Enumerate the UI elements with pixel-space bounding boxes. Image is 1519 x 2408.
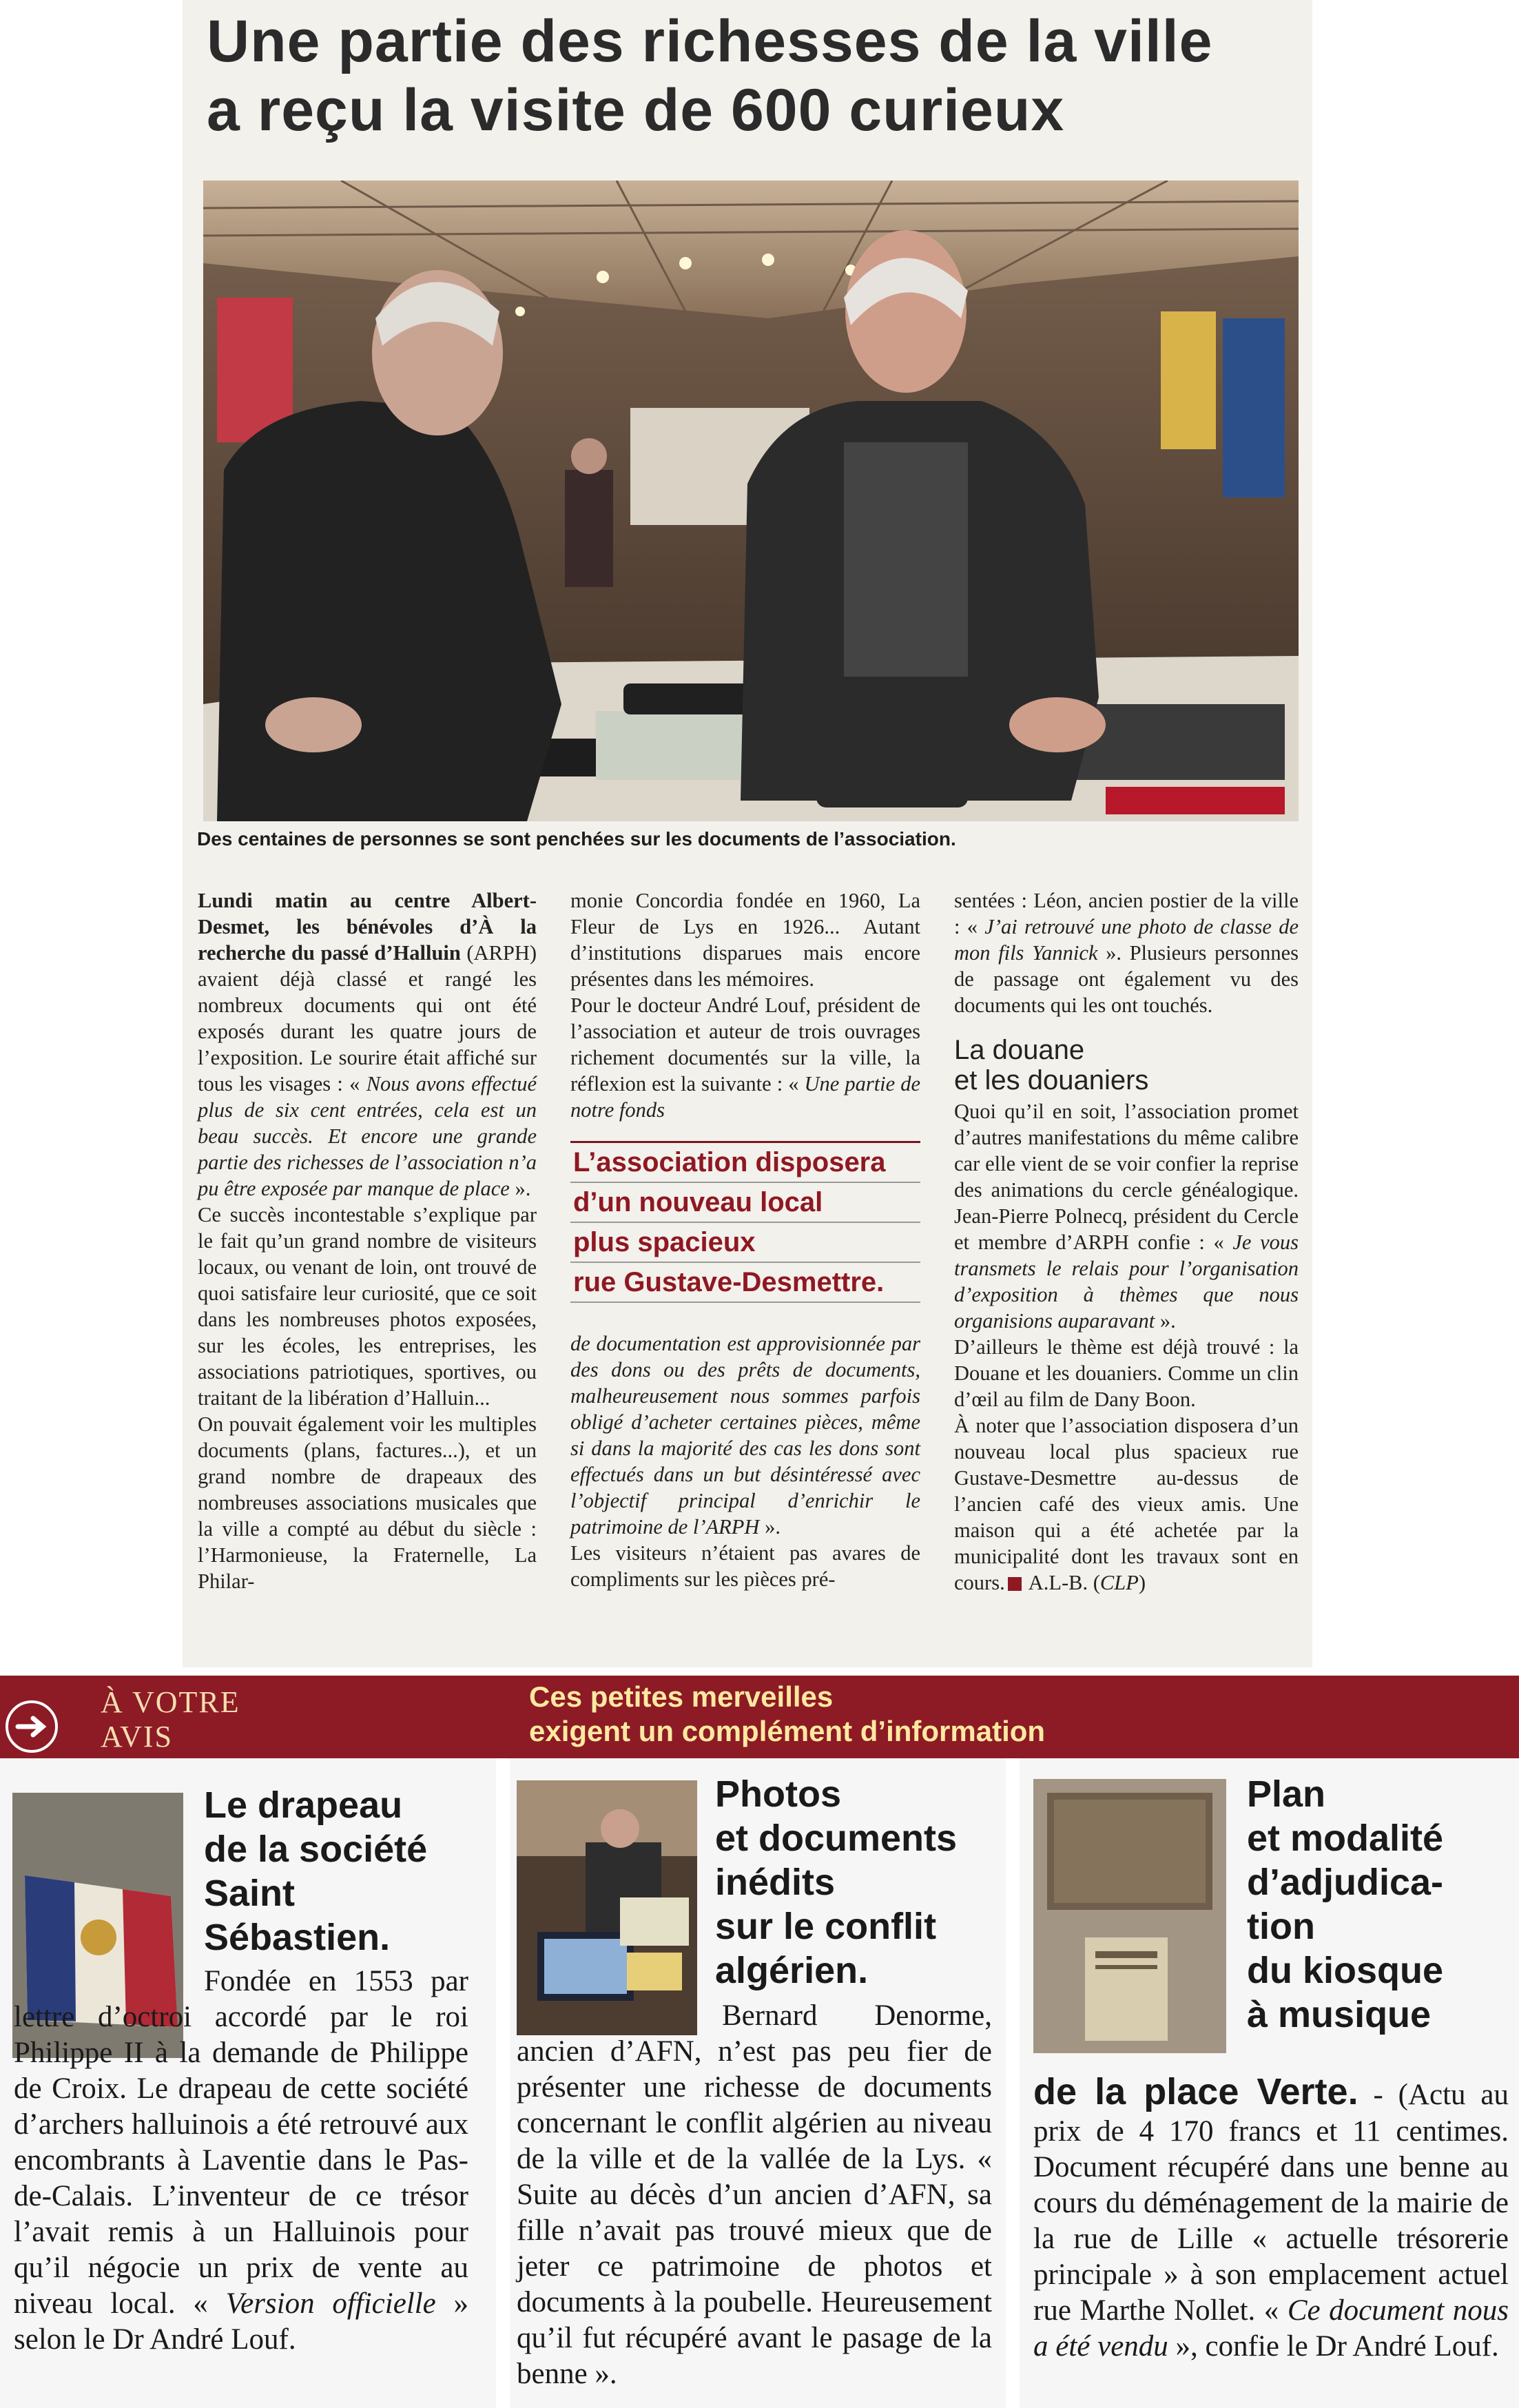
title-line: Saint (204, 1873, 296, 1914)
title-line: et documents (715, 1818, 958, 1859)
text-run: ». (759, 1515, 781, 1539)
text-run: ». (509, 1177, 531, 1200)
banner-subtitle (529, 1680, 1045, 1749)
paragraph: Les visiteurs n’étaient pas avares de compliments sur les pièces pré- (570, 1541, 920, 1591)
exhibition-photo-drawing (203, 181, 1299, 821)
title-line: de la place Verte. (1033, 2071, 1358, 2112)
text-run: sentées : Léon, ancien postier de la ville : « (954, 889, 1299, 938)
arrow-glyph (8, 1703, 55, 1750)
byline (1029, 1571, 1146, 1594)
quote: Nous avons effectué plus de six cent entrées, cela est un beau succès. Et encore une grande partie des richesses de l’association n’a pu être exposée par manque de place (198, 1072, 537, 1200)
box-text: Bernard Denorme, ancien d’AFN, n’est pas peu fier de présenter une richesse de documents concernant le conflit algérien au niveau de la ville et de la vallée de la Lys. « Suite au décès d’un ancien d’AFN, sa fille n’avait pas trouvé mieux que de jeter ce patrimoine de photos et documents à la poubelle. Heureusement qu’il fut récupéré avant le pasage de la benne ». (517, 1999, 992, 2390)
article-column-3 (954, 887, 1299, 1596)
text-run: Quoi qu’il en soit, l’association promet d’autres manifestations du même calibre car elle vient de se voir confier la reprise des animations du cercle généalogique. Jean-Pierre Polnecq, président du Cercle et membre d’ARPH confie : « (954, 1100, 1299, 1254)
info-box-photos (510, 1758, 1006, 2408)
text-run: À noter que l’association disposera d’un nouveau local plus spacieux rue Gustave-Desmettre au-dessus de l’ancien café des vieux amis. Une maison qui a été achetée par la municipalité dont les travaux sont en cours. (954, 1414, 1299, 1594)
paragraph (954, 887, 1299, 1018)
paragraph: D’ailleurs le thème est déjà trouvé : la Douane et les douaniers. Comme un clin d’œil au film de Dany Boon. (954, 1335, 1299, 1411)
end-mark-icon (1008, 1577, 1022, 1591)
headline-line-1: Une partie des richesses de la ville (207, 8, 1213, 74)
paragraph (570, 1330, 920, 1540)
documents-drawing (517, 1780, 697, 2035)
text-run: Pour le docteur André Louf, président de l’association et auteur de trois ouvrages richement documentés sur la ville, la réflexion est la suivante : « (570, 994, 920, 1095)
article-headline (207, 7, 1295, 145)
box-title (204, 1783, 479, 1959)
photo-caption: Des centaines de personnes se sont penchées sur les documents de l’association. (197, 828, 956, 850)
plan-document-photo (1033, 1779, 1226, 2053)
subtitle-line: exigent un complément d’information (529, 1715, 1046, 1747)
article-column-2 (570, 887, 920, 1592)
avis-line: À VOTRE (101, 1685, 240, 1719)
pull-quote-line: rue Gustave-Desmettre. (570, 1263, 920, 1303)
box-title (715, 1772, 991, 1993)
article-column-1 (198, 887, 537, 1594)
text-run: », confie le Dr André Louf. (1168, 2330, 1499, 2363)
title-line: d’adjudica- (1247, 1862, 1444, 1903)
lead-text: Lundi matin au centre Albert-Desmet, les bénévoles d’À la recherche du passé d’Halluin (198, 889, 537, 965)
plan-document-drawing (1033, 1779, 1226, 2053)
quote: Version officielle (225, 2287, 436, 2320)
votre-avis-banner (0, 1676, 1519, 1758)
title-line: tion (1247, 1906, 1315, 1947)
quote: Je vous transmets le relais pour l’organisation d’exposition à thèmes que nous organisions auparavant (954, 1231, 1299, 1332)
box-text (14, 1964, 468, 2358)
pull-quote-line: d’un nouveau local (570, 1183, 920, 1223)
text-run: Fondée en 1553 par lettre d’octroi accordé par le roi Philippe II à la demande de Philippe de Croix. Le drapeau de cette société d’archers halluinois a été retrouvé aux encombrants à Laventie dans le Pas-de-Calais. L’inventeur de ce trésor l’avait remis à un Halluinois pour qu’il négocie un prix de vente au niveau local. « (14, 1965, 468, 2320)
info-box-drapeau (0, 1758, 496, 2408)
subheading-line: La douane (954, 1035, 1085, 1065)
title-line: Photos (715, 1773, 841, 1815)
info-box-kiosque (1020, 1758, 1519, 2408)
title-line: algérien. (715, 1950, 869, 1991)
quote: de documentation est approvisionnée par des dons ou des prêts de documents, malheureusement nous sommes parfois obligé d’acheter certaines pièces, même si dans la majorité des cas les dons sont effectués dans un but désintéressé avec l’objectif principal d’enrichir le patrimoine de l’ARPH (570, 1332, 920, 1539)
paragraph (954, 1098, 1299, 1334)
arrow-right-icon (6, 1700, 58, 1753)
box-title (1247, 1772, 1509, 2037)
quote: Ce document nous a été vendu (1033, 2294, 1509, 2363)
quote: Une partie de notre fonds (570, 1072, 920, 1122)
pull-quote-line: plus spacieux (570, 1223, 920, 1263)
paragraph: Ce succès incontestable s’explique par le fait qu’un grand nombre de visiteurs locaux, ou venant de loin, ont trouvé de quoi satisfaire leur curiosité, que ce soit dans les nombreuses photos exposées, sur les écoles, les entreprises, les associations patriotiques, sportives, ou traitant de la libération d’Halluin... (198, 1203, 537, 1410)
paragraph: monie Concordia fondée en 1960, La Fleur de Lys en 1926... Autant d’institutions disparues mais encore présentes dans les mémoires. (570, 889, 920, 991)
title-line: à musique (1247, 1994, 1432, 2035)
exhibition-photo (203, 181, 1299, 821)
title-line: sur le conflit (715, 1906, 937, 1947)
pull-quote (570, 1141, 920, 1303)
headline-line-2: a reçu la visite de 600 curieux (207, 77, 1065, 143)
title-line: inédits (715, 1862, 836, 1903)
title-line: de la société (204, 1829, 428, 1870)
title-line: Le drapeau (204, 1784, 403, 1826)
paragraph (198, 887, 537, 1202)
pull-quote-line: L’association disposera (570, 1143, 920, 1183)
byline-text: ) (1138, 1571, 1146, 1594)
title-line: et modalité (1247, 1818, 1444, 1859)
box-text (1033, 2070, 1509, 2365)
paragraph: On pouvait également voir les multiples documents (plans, factures...), et un grand nombre de drapeaux des nombreuses associations musicales que la ville a compté au début du siècle : l’Harmonieuse, la Fraternelle, La Philar- (198, 1412, 537, 1593)
votre-avis-label (101, 1685, 240, 1754)
avis-line: AVIS (101, 1720, 174, 1753)
byline-text: A.L-B. ( (1028, 1571, 1100, 1594)
documents-photo (517, 1780, 697, 2035)
quote: J’ai retrouvé une photo de classe de mon fils Yannick (954, 915, 1299, 965)
text-run: - (Actu au prix de 4 170 francs et 11 centimes. Document récupéré dans une benne au cours du déménagement de la mairie de la rue de Lille « actuelle trésorerie principale » à son emplacement actuel rue Marthe Nollet. « (1033, 2079, 1509, 2327)
text-run: (ARPH) avaient déjà classé et rangé les nombreux documents qui ont été exposés durant les quatre jours de l’exposition. Le sourire était affiché sur tous les visages : « (198, 941, 537, 1095)
title-line: du kiosque (1247, 1950, 1444, 1991)
title-line: Plan (1247, 1773, 1326, 1815)
paragraph (570, 992, 920, 1123)
subheading-line: et les douaniers (954, 1065, 1149, 1095)
subtitle-line: Ces petites merveilles (529, 1680, 834, 1713)
paragraph (954, 1412, 1299, 1596)
section-subheading (954, 1035, 1299, 1095)
text-run: ». Plusieurs personnes de passage ont également vu des documents qui les ont touchés. (954, 941, 1299, 1017)
byline-agency: CLP (1099, 1571, 1139, 1594)
text-run: ». (1155, 1309, 1176, 1332)
title-line: Sébastien. (204, 1917, 391, 1958)
text-run: » selon le Dr André Louf. (14, 2287, 469, 2356)
